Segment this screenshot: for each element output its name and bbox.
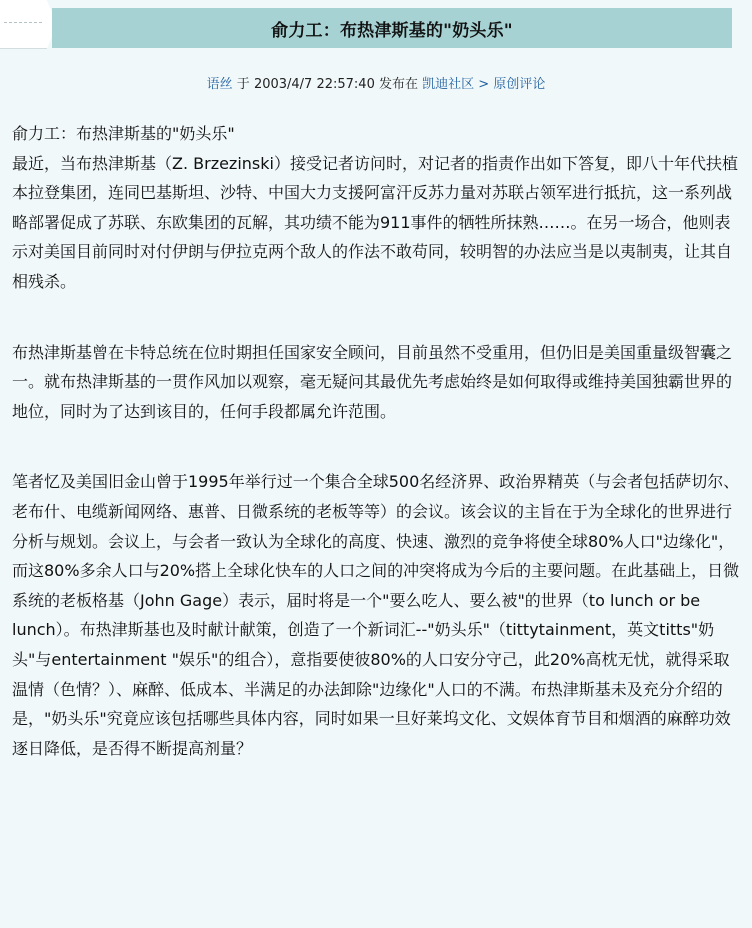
paragraph-gap [12, 297, 740, 338]
meta-posted-in: 发布在 [378, 77, 418, 92]
post-datetime: 2003/4/7 22:57:40 [253, 77, 375, 92]
section-link[interactable]: 原创评论 [493, 77, 546, 92]
post-meta [0, 73, 752, 92]
paragraph-gap [12, 426, 740, 467]
breadcrumb-separator: > [478, 77, 490, 92]
article-heading: 俞力工：布热津斯基的"奶头乐" [12, 124, 235, 143]
article-body [12, 119, 740, 763]
article-paragraph-3: 笔者忆及美国旧金山曾于1995年举行过一个集合全球500名经济界、政治界精英（与会者包括萨切尔、老布什、电缆新闻网络、惠普、日微系统的老板等等）的会议。该会议的主旨在于为全球化的世界进行分析与规划。会议上，与会者一致认为全球化的高度、快速、激烈的竞争将使全球80%人口"边缘化"，而这80%多余人口与20%搭上全球化快车的人口之间的冲突将成为今后的主要问题。在此基础上，日微系统的老板格基（John Gage）表示，届时将是一个"要么吃人、要么被"的世界（to lunch or be lunch）。布热津斯基也及时献计献策，创造了一个新词汇--"奶头乐"（tittytainment，英文titts"奶头"与entertainment "娱乐"的组合），意指要使彼80%的人口安分守己，此20%高枕无忧，就得采取温情（色情？）、麻醉、低成本、半满足的办法卸除"边缘化"人口的不满。布热津斯基未及充分介绍的是，"奶头乐"究竟应该包括哪些具体内容，同时如果一旦好莱坞文化、文娱体育节目和烟酒的麻醉功效逐日降低，是否得不断提高剂量？ [12, 472, 740, 758]
article-paragraph-1: 最近，当布热津斯基（Z. Brzezinski）接受记者访问时，对记者的指责作出如下答复，即八十年代扶植本拉登集团，连同巴基斯坦、沙特、中国大力支援阿富汗反苏力量对苏联占领军进行抵抗，这一系列战略部署促成了苏联、东欧集团的瓦解，其功绩不能为911事件的牺牲所抹熟……。在另一场合，他则表示对美国目前同时对付伊朗与伊拉克两个敌人的作法不敢苟同，较明智的办法应当是以夷制夷，让其自相残杀。 [12, 153, 738, 291]
author-link[interactable]: 语丝 [206, 77, 233, 92]
meta-yu: 于 [236, 77, 250, 92]
community-link[interactable]: 凯迪社区 [422, 77, 475, 92]
dashed-divider [4, 22, 42, 23]
page-title: 俞力工：布热津斯基的"奶头乐" [271, 20, 513, 41]
corner-tab[interactable] [0, 0, 57, 49]
title-bar [52, 8, 732, 48]
article-paragraph-2: 布热津斯基曾在卡特总统在位时期担任国家安全顾问，目前虽然不受重用，但仍旧是美国重量级智囊之一。就布热津斯基的一贯作风加以观察，毫无疑问其最优先考虑始终是如何取得或维持美国独霸世界的地位，同时为了达到该目的，任何手段都属允许范围。 [12, 342, 733, 421]
